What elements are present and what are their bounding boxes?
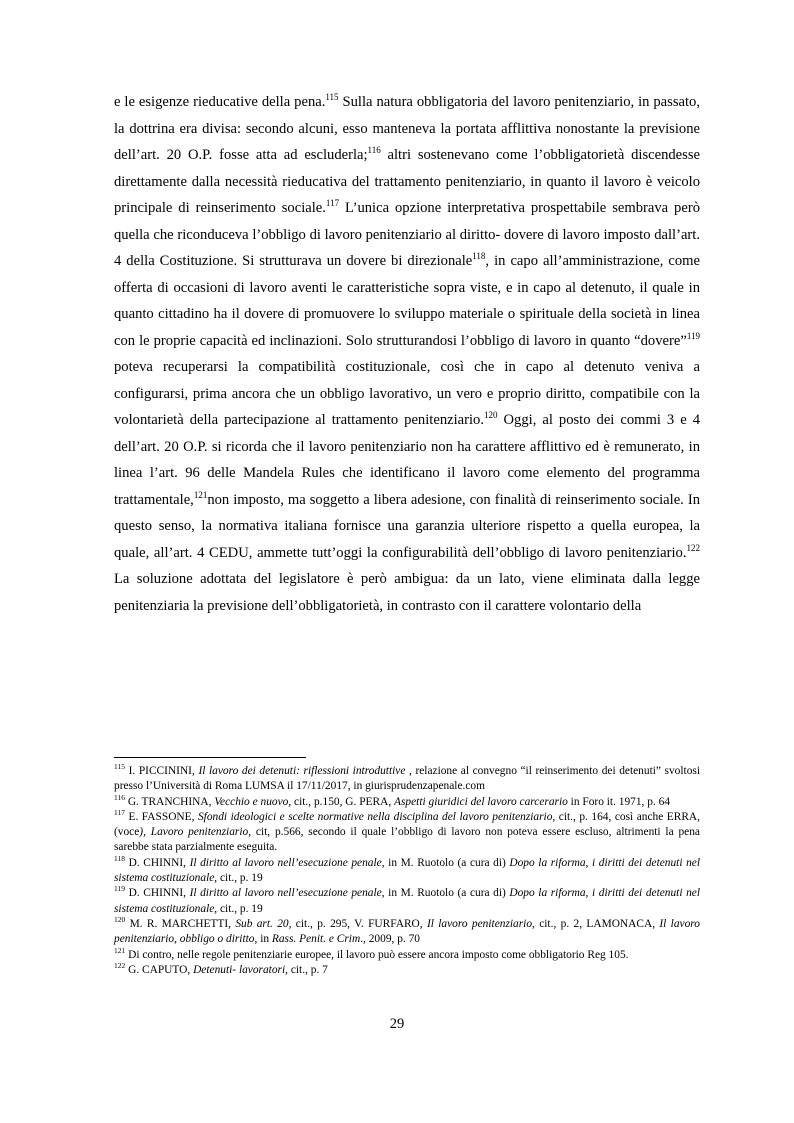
- footnote-number: 120: [114, 915, 126, 925]
- body-text-segment: La soluzione adottata del legislatore è però ambigua: da un lato, viene eliminata dalla legge penitenziaria la previsione dell’obbligatorietà, in contrasto con il carattere volontario della: [114, 571, 700, 614]
- footnote-119: [114, 886, 700, 917]
- footnote-text: , cit., p. 19: [214, 902, 263, 915]
- footnote-116: [114, 792, 700, 810]
- footnote-reference: 121: [193, 489, 208, 500]
- footnote-117: [114, 810, 700, 856]
- footnote-reference: 115: [325, 92, 339, 103]
- footnote-text: ., 2009, p. 70: [360, 933, 420, 946]
- footnotes: [114, 764, 700, 978]
- footnote-number: 119: [114, 884, 125, 894]
- footnote-reference: 117: [325, 198, 340, 209]
- footnote-separator: [114, 757, 306, 758]
- footnote-text: , in M. Ruotolo (a cura di): [381, 887, 510, 900]
- footnote-number: 116: [114, 792, 125, 802]
- footnote-reference: 119: [686, 330, 700, 341]
- footnote-text: , in M. Ruotolo (a cura di): [381, 856, 510, 869]
- footnote-121: [114, 945, 700, 963]
- footnote-text: D. CHINNI,: [124, 856, 190, 869]
- footnote-italic-text: Rass. Penit. e Crim: [271, 933, 361, 946]
- footnote-italic-text: Il diritto al lavoro nell’esecuzione penale: [189, 887, 382, 900]
- footnote-text: G. TRANCHINA,: [124, 795, 215, 808]
- footnote-italic-text: Il lavoro penitenziario: [426, 917, 533, 930]
- body-text-segment: , in capo all’amministrazione, come offerta di occasioni di lavoro aventi le caratteristiche sopra viste, e in capo al detenuto, il quale in quanto cittadino ha il dovere di promuovere lo sviluppo materiale o spirituale della società in linea con le proprie capacità ed inclinazioni. Solo strutturandosi l’obbligo di lavoro in quanto “dovere”: [114, 253, 700, 349]
- body-text-segment: poteva recuperarsi la compatibilità costituzionale, così che in capo al detenuto veniva a configurarsi, prima ancora che un obbligo lavorativo, un vero e proprio diritto, compatibile con la volontarietà della partecipazione al trattamento penitenziario.: [114, 359, 700, 428]
- footnote-text: cit, p.566, secondo il quale l’obbligo di lavoro non poteva essere escluso, altrimenti la pena sarebbe stata parzialmente eseguita.: [114, 826, 700, 854]
- page-number: 29: [389, 1016, 405, 1032]
- footnote-number: 122: [114, 961, 126, 971]
- footnote-text: , cit., p. 2, LAMONACA,: [532, 917, 660, 930]
- footnote-italic-text: Detenuti- lavoratori: [193, 963, 286, 976]
- footnote-120: [114, 917, 700, 948]
- body-text-segment: non imposto, ma soggetto a libera adesione, con finalità di reinserimento sociale. In questo senso, la normativa italiana fornisce una garanzia ulteriore rispetto a quella europea, la quale, all’art. 4 CEDU, ammette tutt’oggi la configurabilità dell’obbligo di lavoro penitenziario.: [114, 491, 700, 561]
- footnote-text: in Foro it. 1971, p. 64: [567, 795, 671, 808]
- footnote-italic-text: Dopo la riforma, i diritti dei detenuti nel sistema costituzionale: [114, 887, 701, 915]
- footnote-italic-text: ), Lavoro penitenziario,: [139, 826, 252, 839]
- document-page: [114, 89, 700, 619]
- footnote-122: [114, 963, 700, 978]
- body-paragraph: [114, 89, 700, 619]
- footnote-italic-text: Il lavoro penitenziario, obbligo o diritto: [114, 917, 700, 946]
- footnote-reference: 118: [472, 251, 486, 262]
- footnote-115: [114, 764, 700, 795]
- footnote-number: 118: [114, 853, 125, 863]
- footnote-reference: 122: [686, 542, 700, 553]
- body-text-segment: altri sostenevano come l’obbligatorietà discendesse direttamente dalla necessità rieducativa del trattamento penitenziario, in quanto il lavoro è veicolo principale di reinserimento sociale.: [114, 147, 700, 216]
- footnote-italic-text: Sub art. 20: [235, 917, 289, 930]
- footnote-text: , relazione al convegno “il reinserimento dei detenuti” svoltosi presso l’Università di Roma LUMSA il 17/11/2017, in giurisprudenzapenale.com: [114, 765, 700, 793]
- footnote-text: E. FASSONE,: [124, 810, 198, 823]
- footnote-number: 117: [114, 808, 125, 818]
- footnote-text: , cit., p. 19: [214, 872, 263, 885]
- footnote-text: M. R. MARCHETTI,: [125, 917, 236, 930]
- footnote-text: , cit., p. 7: [285, 963, 328, 976]
- footnote-italic-text: Il diritto al lavoro nell’esecuzione penale: [189, 856, 382, 869]
- body-text-segment: L’unica opzione interpretativa prospettabile sembrava però quella che riconduceva l’obbligo di lavoro penitenziario al diritto- dovere di lavoro imposto dall’art. 4 della Costituzione. Si strutturava un dovere bi direzionale: [114, 200, 700, 269]
- footnote-reference: 120: [484, 410, 498, 421]
- footnote-text: cit., p. 164, così anche ERRA, (voce: [114, 810, 700, 839]
- footnote-text: Di contro, nelle regole penitenziarie europee, il lavoro può essere ancora imposto come obbligatorio Reg 105.: [125, 948, 629, 961]
- footnote-reference: 116: [367, 145, 381, 156]
- footnote-italic-text: Sfondi ideologici e scelte normative nella disciplina del lavoro penitenziario,: [197, 810, 556, 823]
- footnote-italic-text: Il lavoro dei detenuti: riflessioni introduttive: [198, 765, 409, 777]
- footnote-text: D. CHINNI,: [124, 887, 190, 900]
- footnote-italic-text: Aspetti giuridici del lavoro carcerario: [394, 795, 568, 808]
- footnote-text: , cit., p.150, G. PERA,: [288, 795, 395, 808]
- body-text-segment: e le esigenze rieducative della pena.: [114, 94, 326, 110]
- footnote-italic-text: Vecchio e nuovo: [214, 795, 289, 808]
- footnote-text: I. PICCININI,: [124, 765, 199, 777]
- body-text-segment: Sulla natura obbligatoria del lavoro penitenziario, in passato, la dottrina era divisa: secondo alcuni, esso manteneva la portata afflittiva nonostante la previsione dell’art. 20 O.P. fosse atta ad escluderla;: [114, 94, 700, 163]
- footnote-118: [114, 853, 701, 887]
- footnote-italic-text: Dopo la riforma, i diritti dei detenuti nel sistema costituzionale: [114, 856, 701, 885]
- footnote-number: 121: [114, 945, 126, 955]
- body-text-segment: Oggi, al posto dei commi 3 e 4 dell’art. 20 O.P. si ricorda che il lavoro penitenziario non ha carattere afflittivo ed è remunerato, in linea l’art. 96 delle Mandela Rules che identificano il lavoro come elemento del programma trattamentale,: [114, 412, 700, 508]
- footnote-text: , cit., p. 295, V. FURFARO,: [288, 917, 427, 930]
- footnote-text: , in: [254, 933, 272, 946]
- footnote-number: 115: [114, 762, 125, 772]
- footnote-text: G. CAPUTO,: [125, 963, 194, 976]
